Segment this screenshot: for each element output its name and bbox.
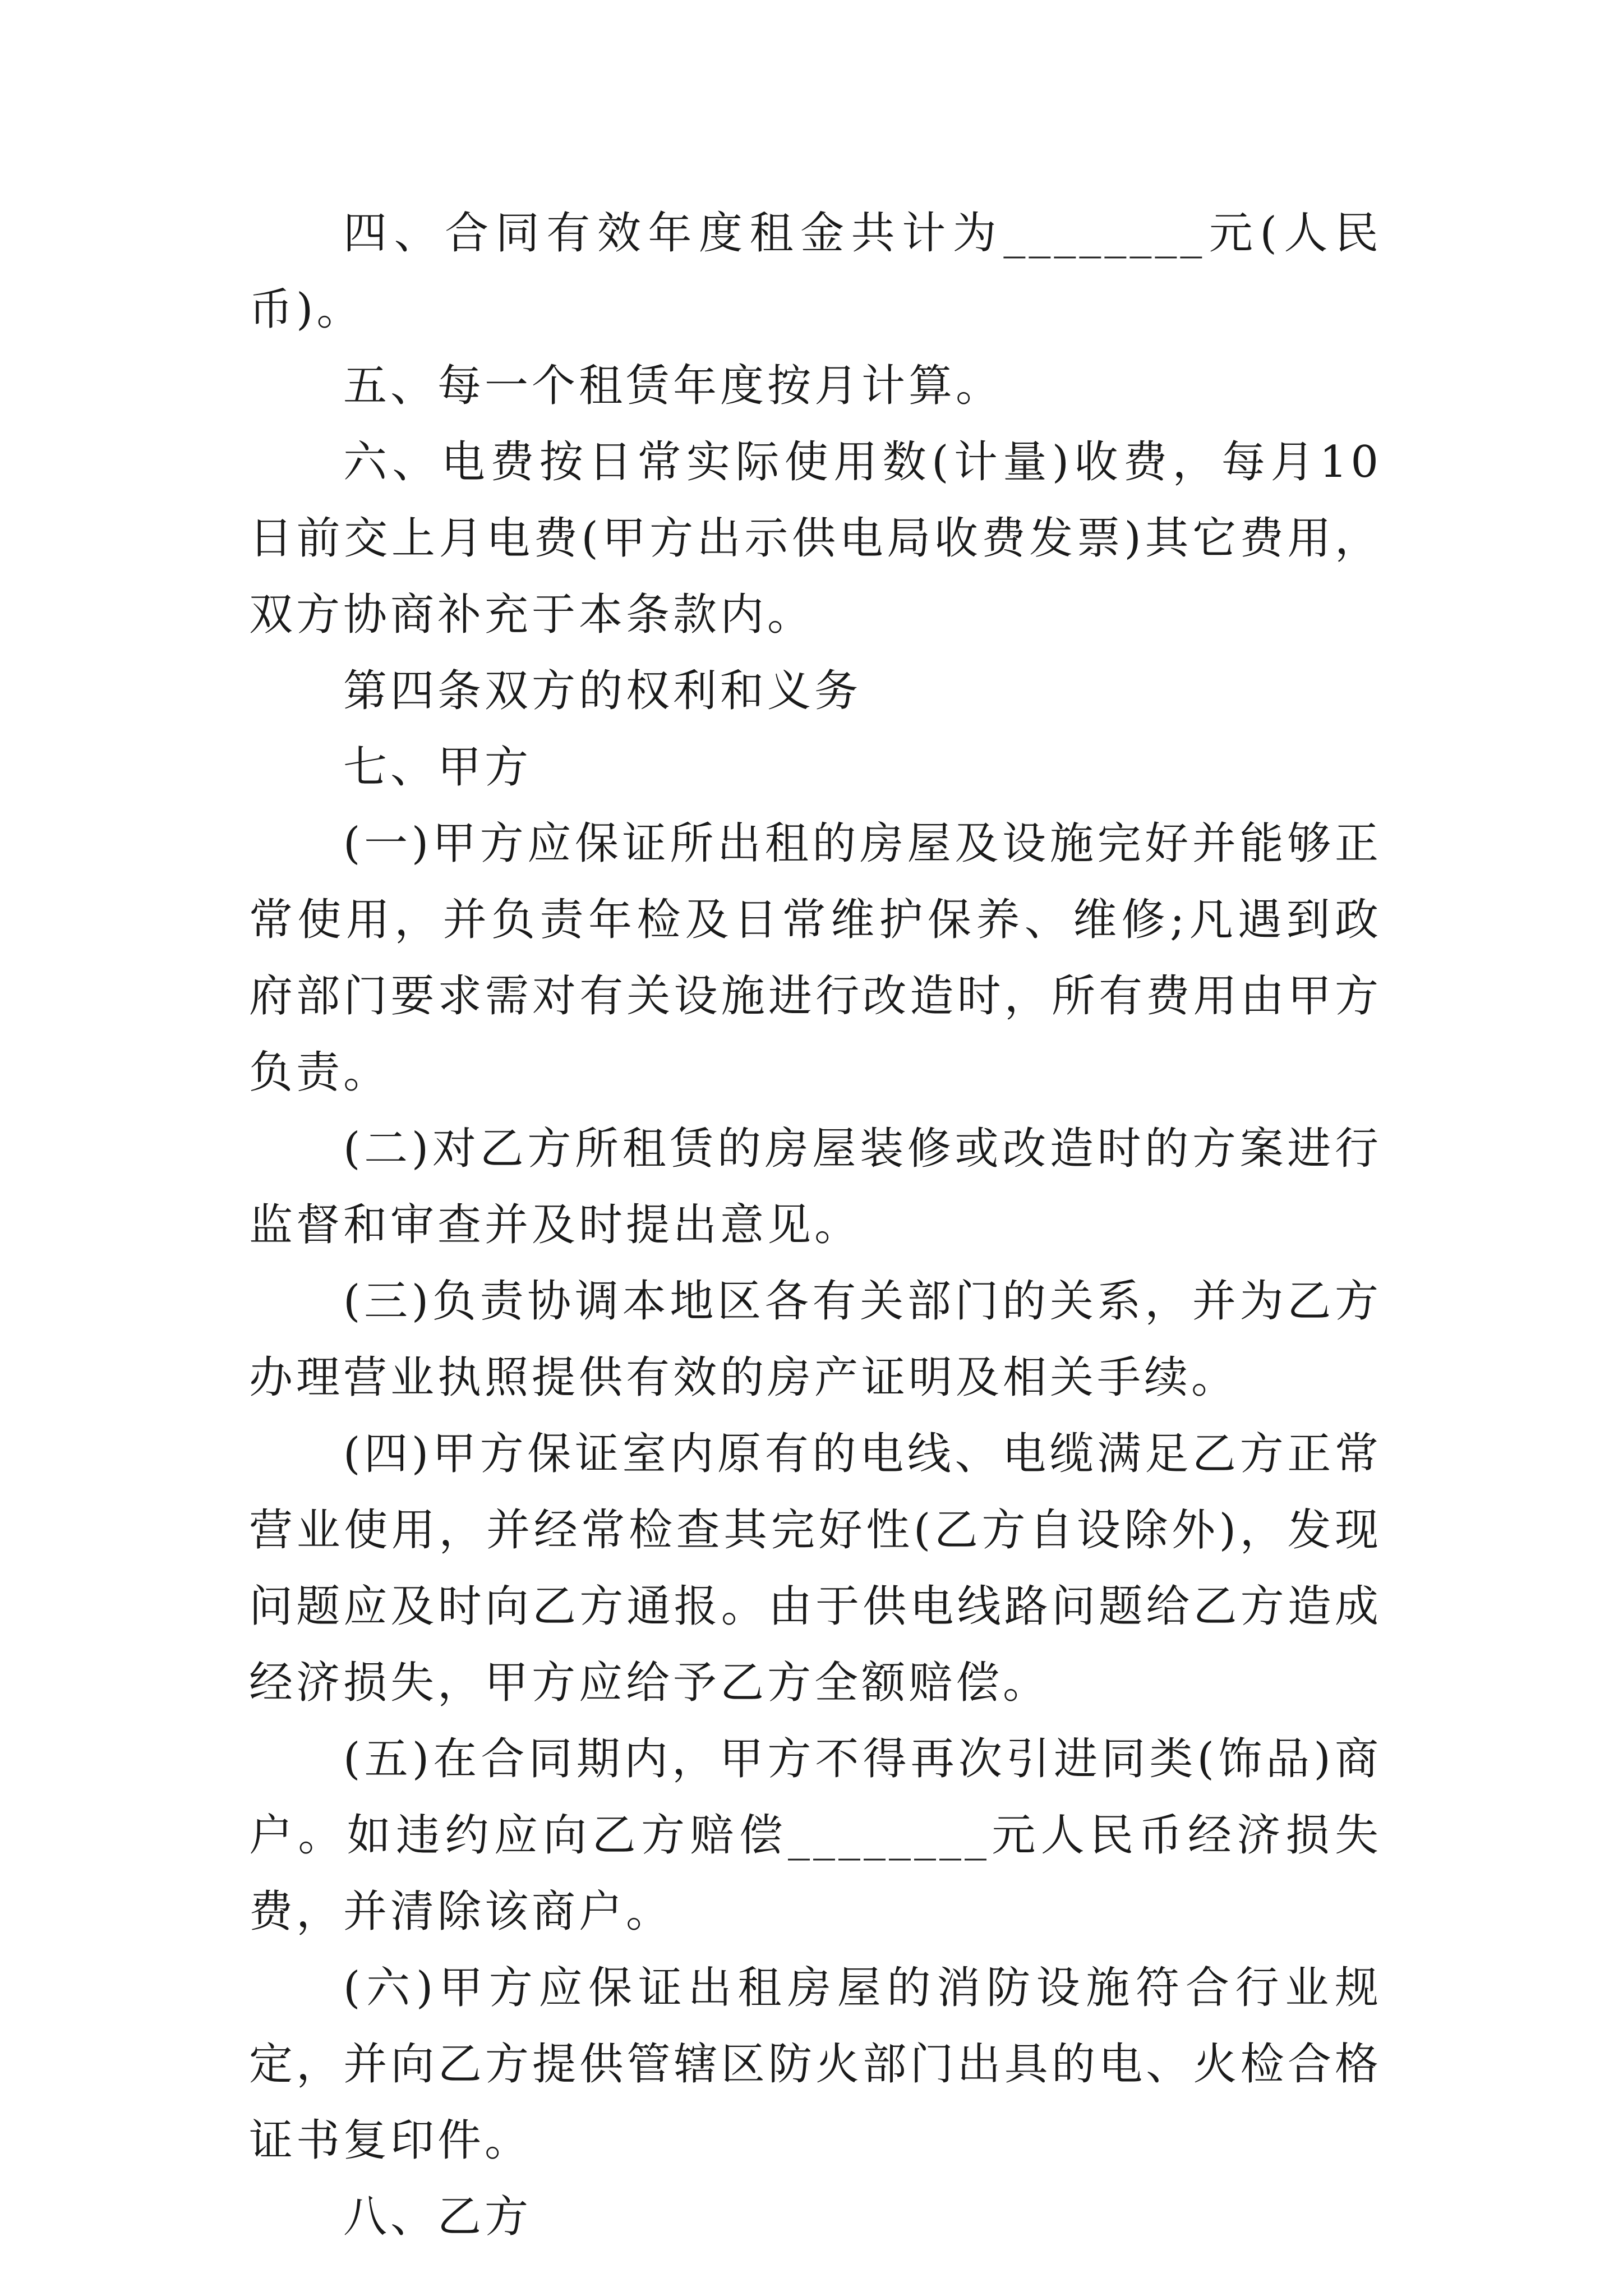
paragraph-annual-rent: 四、合同有效年度租金共计为________元(人民币)。	[249, 208, 1382, 335]
paragraph-party-a-item-2: (二)对乙方所租赁的房屋装修或改造时的方案进行监督和审查并及时提出意见。	[249, 1124, 1382, 1250]
paragraph-party-a-item-1: (一)甲方应保证所出租的房屋及设施完好并能够正常使用，并负责年检及日常维护保养、维修;凡遇到政府部门要求需对有关设施进行改造时，所有费用由甲方负责。	[249, 818, 1382, 1098]
paragraph-electricity-fees: 六、电费按日常实际使用数(计量)收费，每月10日前交上月电费(甲方出示供电局收费发票)其它费用，双方协商补充于本条款内。	[249, 437, 1382, 640]
document-body	[249, 195, 1382, 2255]
paragraph-party-a-item-4: (四)甲方保证室内原有的电线、电缆满足乙方正常营业使用，并经常检查其完好性(乙方自设除外)，发现问题应及时向乙方通报。由于供电线路问题给乙方造成经济损失，甲方应给予乙方全额赔偿。	[249, 1429, 1382, 1708]
subheading-party-b: 八、乙方	[343, 2192, 532, 2242]
section-heading-rights-obligations: 第四条双方的权利和义务	[343, 666, 862, 716]
paragraph-party-a-item-5: (五)在合同期内，甲方不得再次引进同类(饰品)商户。如违约应向乙方赔偿________元人民币经济损失费，并清除该商户。	[249, 1734, 1382, 1937]
paragraph-monthly-calculation: 五、每一个租赁年度按月计算。	[343, 361, 1003, 411]
paragraph-party-a-item-3: (三)负责协调本地区各有关部门的关系，并为乙方办理营业执照提供有效的房产证明及相关手续。	[249, 1276, 1382, 1403]
paragraph-party-a-item-6: (六)甲方应保证出租房屋的消防设施符合行业规定，并向乙方提供管辖区防火部门出具的电、火检合格证书复印件。	[249, 1963, 1382, 2166]
subheading-party-a: 七、甲方	[343, 742, 532, 793]
